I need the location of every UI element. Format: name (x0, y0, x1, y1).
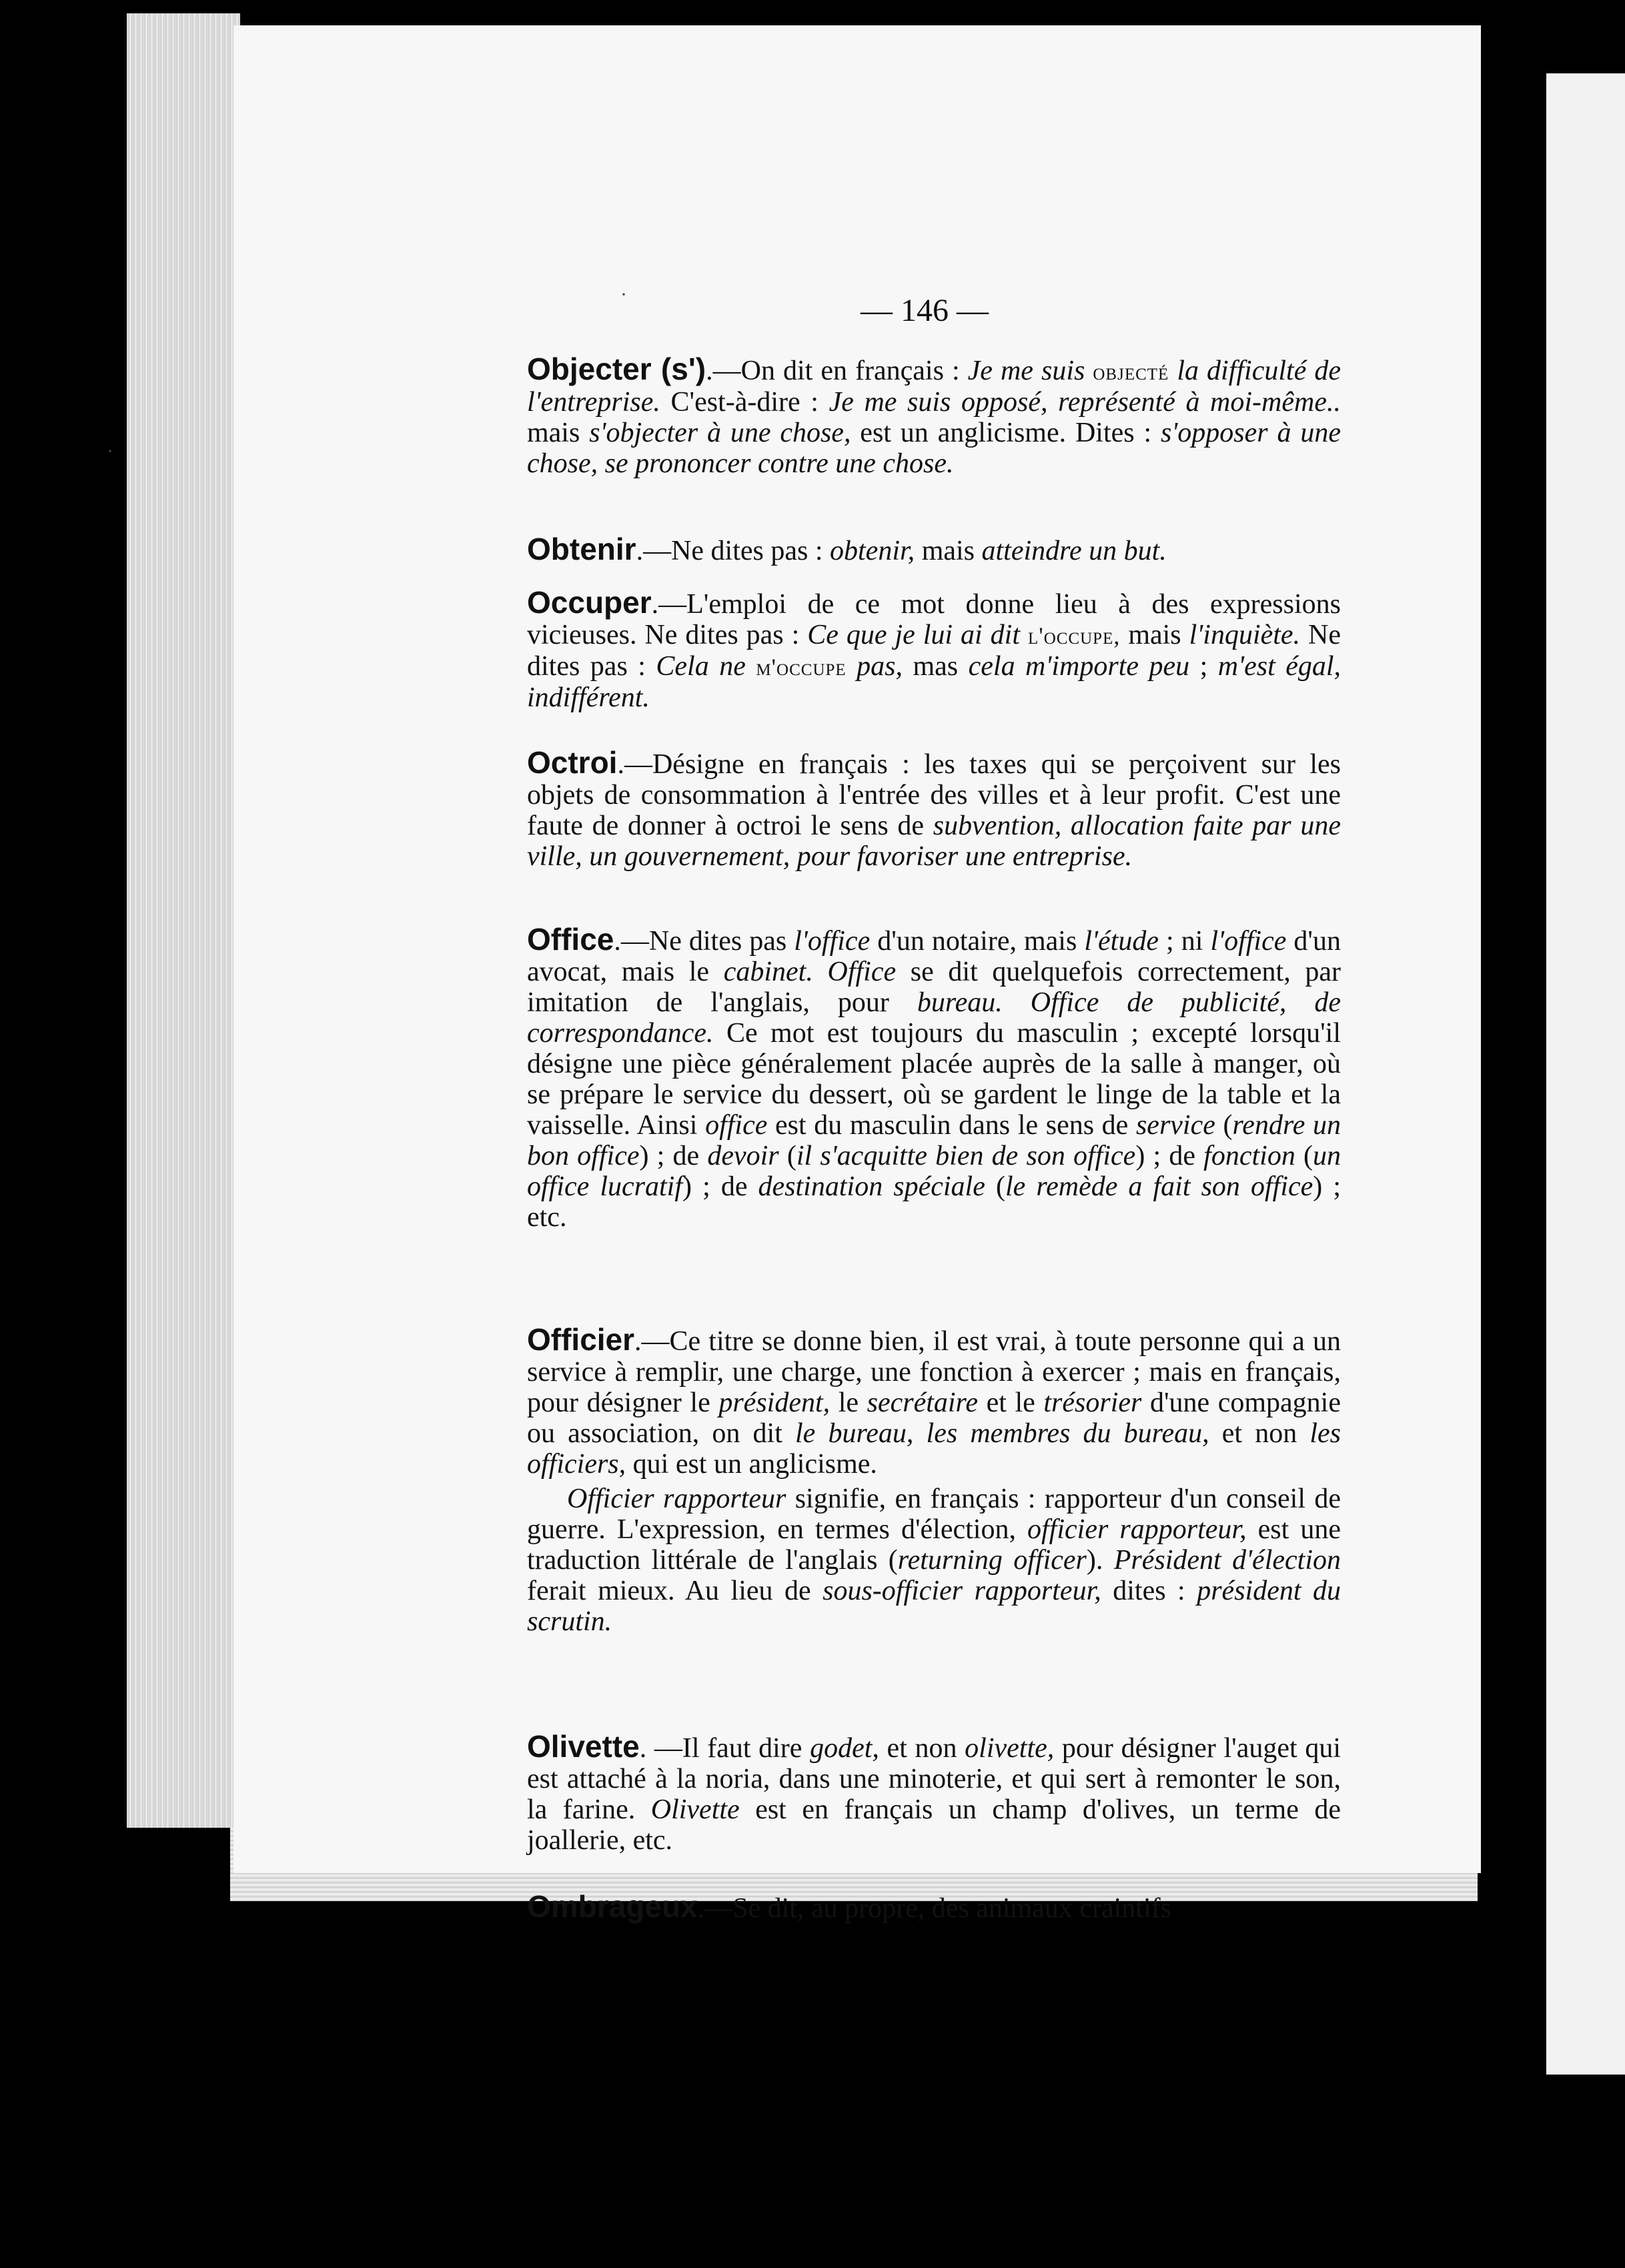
body-text: ) ; etc. (527, 1171, 1341, 1233)
body-text: d'un avocat, mais le (527, 926, 1341, 987)
italic-text: atteindre un but. (981, 536, 1167, 566)
entry-obtenir (527, 534, 1341, 566)
body-text: ) ; de (639, 1141, 708, 1171)
italic-text: olivette, (965, 1733, 1055, 1764)
headword: Olivette (527, 1729, 640, 1764)
headword: Occuper (527, 585, 652, 620)
italic-text: Officier rapporteur (567, 1484, 786, 1514)
italic-text: l'office (1210, 926, 1287, 957)
italic-text: devoir (707, 1141, 779, 1171)
entry-octroi (527, 747, 1341, 872)
entry-ombrageux (527, 1891, 1341, 1924)
italic-text: subvention, allocation faite par une ville, un gouvernement, pour favoriser une entreprise. (527, 810, 1341, 872)
body-text: d'un notaire, mais (870, 926, 1085, 957)
italic-text: il s'acquitte bien de son office (796, 1141, 1136, 1171)
headword-separator: .— (614, 926, 649, 957)
headword: Office (527, 922, 614, 957)
headword-separator: .— (636, 536, 672, 566)
body-text: Ne dites pas : (527, 620, 1341, 682)
italic-text: Je me suis (967, 356, 1093, 386)
italic-text: un office lucratif (527, 1141, 1341, 1202)
italic-text: bureau. Office de publicité, de correspondance. (527, 987, 1341, 1049)
headword-separator: .— (651, 589, 687, 620)
italic-text: destination spéciale (758, 1171, 985, 1202)
italic-text: Ce que je lui ai dit (807, 620, 1028, 650)
italic-text: président, (718, 1387, 831, 1418)
body-text: mais (915, 536, 982, 566)
small-caps-text: l'occupe, (1027, 622, 1121, 649)
italic-text: cela m'importe peu (968, 651, 1190, 682)
body-text: ferait mieux. Au lieu de (527, 1576, 823, 1606)
body-text: Désigne en français : les taxes qui se perçoivent sur les objets de consommation à l'entrée des villes et à leur profit. C'est une faute de donner à octroi le sens de (527, 749, 1341, 841)
italic-text: godet, (810, 1733, 879, 1764)
body-text: ; ni (1158, 926, 1211, 957)
body-text: Il faut dire (682, 1733, 810, 1764)
facing-page-edge (1546, 73, 1625, 2075)
body-text: d'une compagnie ou association, on dit (527, 1387, 1341, 1449)
entry-paragraph (527, 354, 1341, 479)
body-text (813, 957, 828, 987)
entry-paragraph (527, 1324, 1341, 1480)
italic-text: obtenir, (830, 536, 915, 566)
entry-paragraph (527, 1891, 1341, 1924)
body-text: Ne dites pas : (671, 536, 831, 566)
headword-separator: .— (617, 749, 652, 780)
italic-text: cabinet. (723, 957, 813, 987)
body-text: le (830, 1387, 867, 1418)
body-text: est un anglicisme. Dites : (851, 418, 1161, 448)
body-text: L'emploi de ce mot donne lieu à des expressions vicieuses. Ne dites pas : (527, 589, 1341, 650)
body-text: ( (1215, 1110, 1233, 1141)
italic-text: l'inquiète. (1189, 620, 1301, 650)
headword: Octroi (527, 745, 618, 780)
body-text: mais (527, 418, 590, 448)
entry-paragraph (527, 747, 1341, 872)
italic-text: le bureau, les membres du bureau, (795, 1418, 1209, 1449)
headword: Ombrageux (527, 1889, 698, 1924)
body-text: Se dit, au propre, des animaux craintifs (732, 1893, 1171, 1924)
entry-paragraph (527, 1731, 1341, 1856)
body-text: ; (1189, 651, 1218, 682)
italic-text: s'objecter à une chose, (589, 418, 851, 448)
entry-olivette (527, 1731, 1341, 1856)
small-caps-text: m'occupe (756, 654, 847, 680)
headword-separator: . — (639, 1733, 682, 1764)
italic-text: l'office (794, 926, 871, 957)
italic-text: s'opposer à une chose, se prononcer contre une chose. (527, 418, 1341, 479)
body-text: mas (903, 651, 969, 682)
italic-text: m'est égal, indifférent. (527, 651, 1341, 713)
body-text: On dit en français : (740, 356, 968, 386)
ink-speck: · (620, 284, 627, 306)
entry-paragraph (527, 924, 1341, 1233)
ink-speck: · (107, 440, 113, 462)
body-text: et le (978, 1387, 1044, 1418)
body-text: est en français un champ d'olives, un terme de joallerie, etc. (527, 1794, 1341, 1856)
body-text: dites : (1101, 1576, 1197, 1606)
italic-text: Olivette (650, 1794, 740, 1825)
page-stack-edge (127, 13, 240, 1828)
body-text: pour désigner l'auget qui est attaché à la noria, dans une minoterie, et qui sert à remonter le son, la farine. (527, 1733, 1341, 1825)
body-text: et non (879, 1733, 965, 1764)
body-text: ) ; de (682, 1171, 758, 1202)
body-text: Ce titre se donne bien, il est vrai, à toute personne qui a un service à remplir, une charge, une fonction à exercer ; mais en français, pour désigner le (527, 1326, 1341, 1418)
italic-text: Cela ne (656, 651, 756, 682)
italic-text: office (705, 1110, 768, 1141)
headword: Officier (527, 1322, 635, 1357)
italic-text: trésorier (1043, 1387, 1142, 1418)
body-text: Ce mot est toujours du masculin ; excepté lorsqu'il désigne une pièce généralement placée auprès de la salle à manger, où se prépare le service du dessert, où se gardent le linge de la table et la vaisselle. Ainsi (527, 1018, 1341, 1141)
body-text: ( (1295, 1141, 1313, 1171)
entry-paragraph (527, 1484, 1341, 1637)
page-number: — 146 — (861, 293, 989, 328)
body-text: qui est un anglicisme. (626, 1449, 877, 1480)
headword: Obtenir (527, 532, 636, 566)
italic-text: l'étude (1084, 926, 1159, 957)
entry-officier (527, 1324, 1341, 1637)
italic-text: service (1135, 1110, 1215, 1141)
entry-office (527, 924, 1341, 1233)
entry-paragraph (527, 534, 1341, 566)
italic-text: pas, (846, 651, 903, 682)
body-text: et non (1209, 1418, 1310, 1449)
body-text: mais (1120, 620, 1189, 650)
body-text: est du masculin dans le sens de (767, 1110, 1136, 1141)
italic-text: Président d'élection (1113, 1545, 1341, 1576)
small-caps-text: objecté (1093, 358, 1169, 385)
italic-text: rendre un bon office (527, 1110, 1341, 1171)
body-text: se dit quelquefois correctement, par imitation de l'anglais, pour (527, 957, 1341, 1018)
body-text: ). (1086, 1545, 1114, 1576)
italic-text: les officiers, (527, 1418, 1341, 1480)
italic-text: officier rapporteur, (1027, 1514, 1247, 1545)
italic-text: Office (827, 957, 897, 987)
italic-text: fonction (1203, 1141, 1295, 1171)
body-text: C'est-à-dire : (660, 387, 829, 418)
body-text: signifie, en français : rapporteur d'un conseil de guerre. L'expression, en termes d'élection, (527, 1484, 1341, 1545)
italic-text: président du scrutin. (527, 1576, 1341, 1637)
headword-separator: .— (697, 1893, 733, 1924)
italic-text: le remède a fait son office (1005, 1171, 1313, 1202)
entry-occuper (527, 587, 1341, 713)
body-text: Ne dites pas (648, 926, 794, 957)
headword: Objecter (s') (527, 352, 706, 386)
italic-text: sous-officier rapporteur, (823, 1576, 1101, 1606)
entry-objecter (527, 354, 1341, 479)
headword-separator: .— (706, 356, 741, 386)
body-text: est une traduction littérale de l'anglais ( (527, 1514, 1341, 1576)
italic-text: secrétaire (867, 1387, 978, 1418)
italic-text: Je me suis opposé, représenté à moi-même.. (829, 387, 1341, 418)
body-text: ( (985, 1171, 1005, 1202)
italic-text: la difficulté de l'entreprise. (527, 356, 1341, 418)
body-text: ( (778, 1141, 796, 1171)
entry-paragraph (527, 587, 1341, 713)
headword-separator: .— (634, 1326, 670, 1357)
italic-text: returning officer (897, 1545, 1087, 1576)
body-text: ) ; de (1135, 1141, 1204, 1171)
